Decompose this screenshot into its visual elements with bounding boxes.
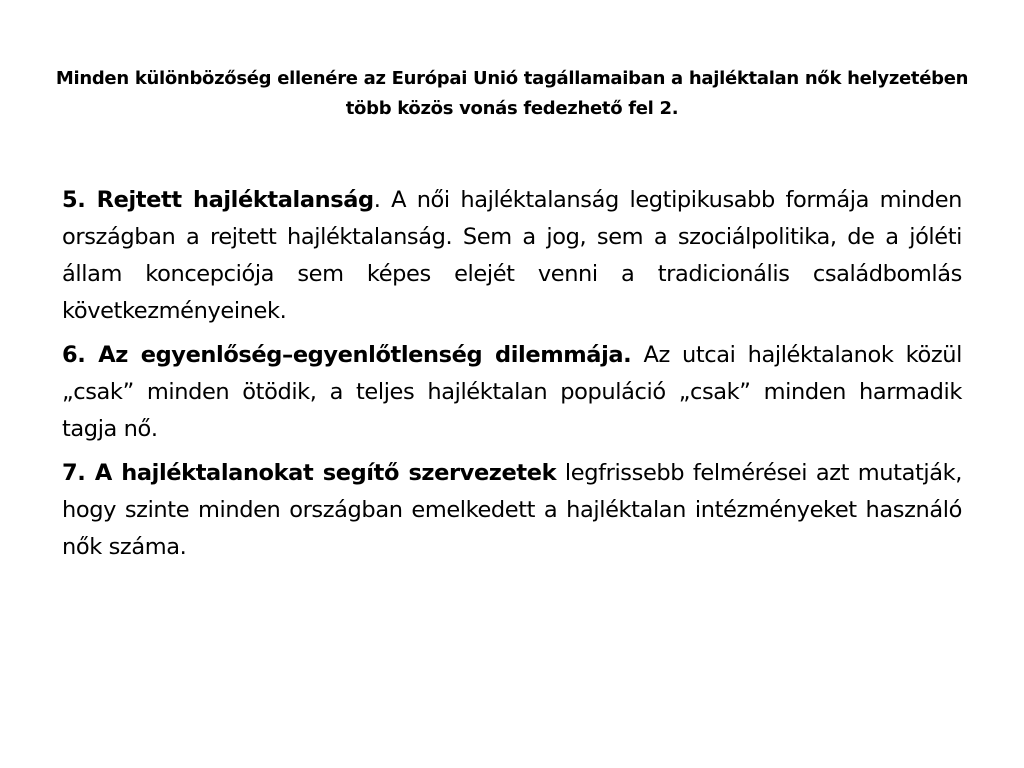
paragraph-segito-szervezetek [62,455,962,566]
slide-body [62,182,962,573]
paragraph-egyenloseg-dilemma [62,337,962,448]
paragraph-text: Az utcai hajléktalanok közül „csak” minden ötödik, a teljes hajléktalan populáció „csak” minden harmadik tagja nő. [62,342,962,442]
paragraph-lead: 6. Az egyenlőség–egyenlőtlenség dilemmája. [62,342,632,368]
paragraph-text: . A női hajléktalanság legtipikusabb formája minden országban a rejtett hajléktalanság. Sem a jog, sem a szociálpolitika, de a jóléti állam koncepciója sem képes elejét venni a tradicionális családbomlás következményeinek. [62,187,963,324]
paragraph-lead: 5. Rejtett hajléktalanság [62,187,374,213]
slide-title: Minden különbözőség ellenére az Európai Unió tagállamaiban a hajléktalan nők helyzetében több közös vonás fedezhető fel 2. [55,68,969,119]
paragraph-rejtett-hajlektalansag [62,182,962,330]
paragraph-text: legfrissebb felmérései azt mutatják, hogy szinte minden országban emelkedett a hajléktalan intézményeket használó nők száma. [62,460,963,560]
paragraph-lead: 7. A hajléktalanokat segítő szervezetek [62,460,557,486]
